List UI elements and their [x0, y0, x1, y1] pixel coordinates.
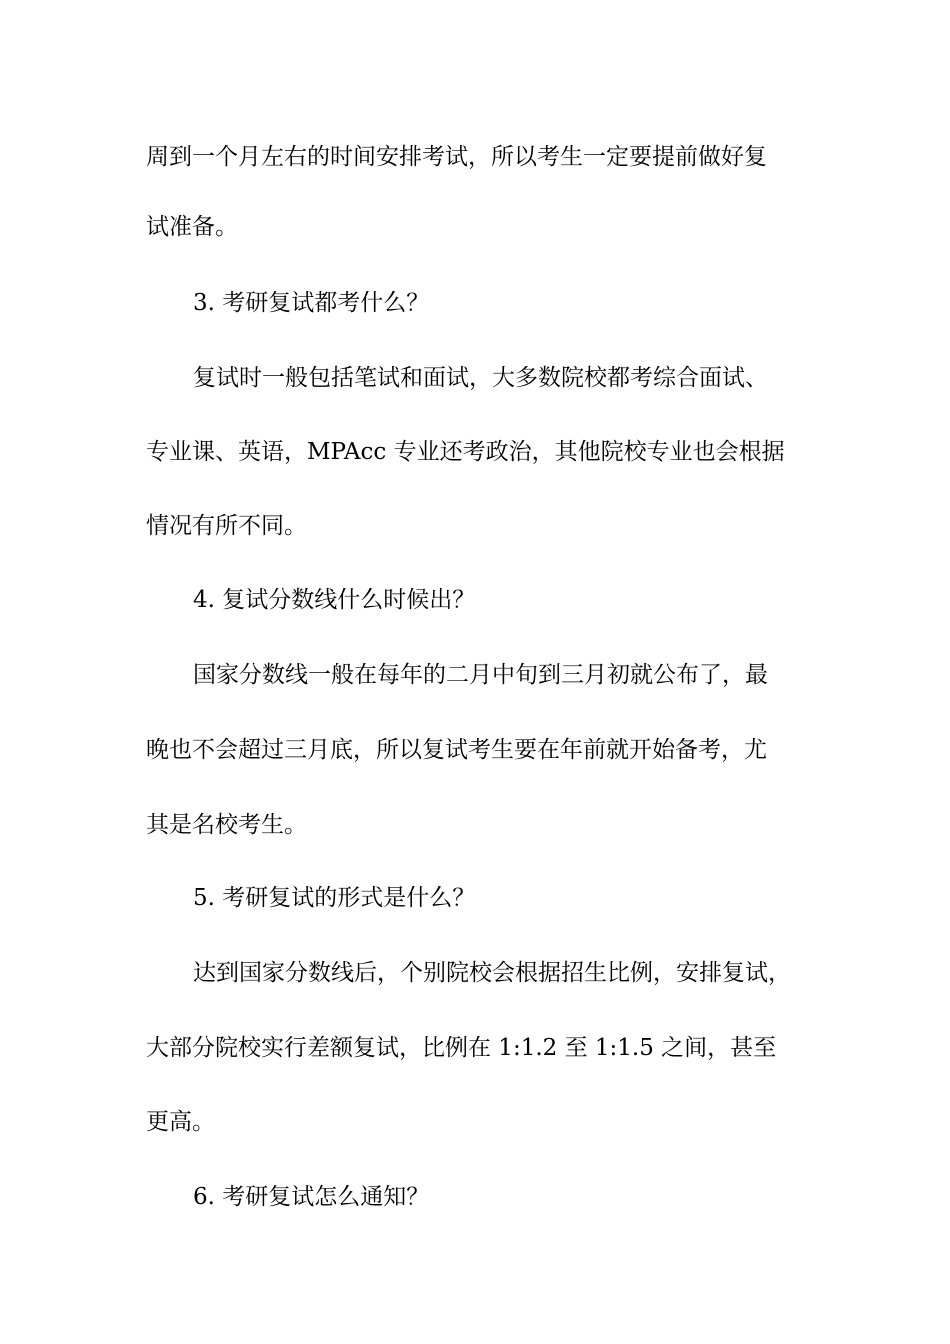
section-heading: 5. 考研复试的形式是什么？ — [193, 885, 476, 911]
paragraph-line: 达到国家分数线后，个别院校会根据招生比例，安排复试， — [193, 960, 791, 986]
section-heading: 6. 考研复试怎么通知？ — [193, 1184, 430, 1210]
paragraph-line: 其是名校考生。 — [146, 812, 307, 838]
paragraph-line: 更高。 — [146, 1109, 215, 1135]
section-heading: 3. 考研复试都考什么？ — [193, 290, 430, 316]
paragraph-line: 晚也不会超过三月底，所以复试考生要在年前就开始备考，尤 — [146, 737, 767, 763]
section-heading: 4. 复试分数线什么时候出？ — [193, 587, 476, 613]
paragraph-line: 复试时一般包括笔试和面试，大多数院校都考综合面试、 — [193, 365, 768, 391]
paragraph-line: 情况有所不同。 — [146, 513, 307, 539]
paragraph-line: 国家分数线一般在每年的二月中旬到三月初就公布了，最 — [193, 662, 768, 688]
paragraph-line: 周到一个月左右的时间安排考试，所以考生一定要提前做好复 — [146, 144, 767, 170]
paragraph-line: 试准备。 — [146, 214, 238, 240]
paragraph-line: 大部分院校实行差额复试，比例在 1:1.2 至 1:1.5 之间，甚至 — [146, 1035, 777, 1061]
paragraph-line: 专业课、英语，MPAcc 专业还考政治，其他院校专业也会根据 — [146, 439, 785, 465]
